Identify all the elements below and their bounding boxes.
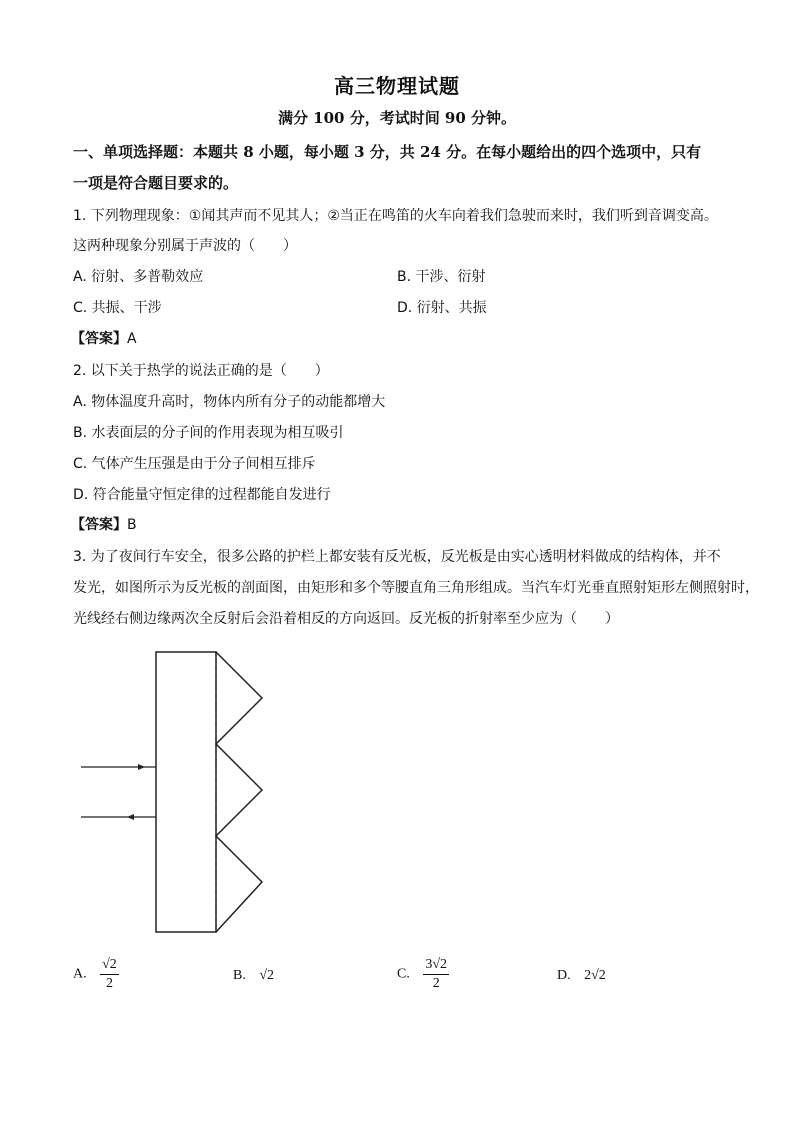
q2-option-b: B. 水表面层的分子间的作用表现为相互吸引 (73, 425, 344, 441)
exam-info: 满分 100 分，考试时间 90 分钟。 (277, 109, 517, 127)
q3-stem-line1: 3. 为了夜间行车安全，很多公路的护栏上都安装有反光板，反光板是由实心透明材料做成的结构体，并不 (73, 549, 721, 565)
q2-option-a: A. 物体温度升高时，物体内所有分子的动能都增大 (73, 394, 386, 410)
q3-stem-line3: 光线经右侧边缘两次全反射后会沿着相反的方向返回。反光板的折射率至少应为（ ） (73, 611, 619, 627)
answer-value: B (127, 517, 137, 533)
option-label: C. (397, 966, 410, 982)
fraction (100, 957, 119, 992)
reflector-rectangle (156, 652, 216, 932)
answer-value: A (127, 331, 137, 347)
q1-answer (71, 328, 137, 348)
fraction (423, 957, 449, 992)
q3-option-b (233, 968, 274, 984)
q2-answer (71, 514, 137, 534)
page-title: 高三物理试题 (334, 74, 460, 98)
q3-option-d (557, 968, 606, 984)
fraction-denominator: 2 (432, 976, 440, 991)
answer-label: 【答案】 (71, 517, 127, 533)
reflector-diagram (78, 647, 278, 937)
fraction-numerator: 3√2 (425, 957, 448, 972)
option-value: √2 (259, 968, 275, 983)
q1-stem-line2: 这两种现象分别属于声波的（ ） (73, 238, 297, 254)
fraction-denominator: 2 (105, 976, 113, 991)
q1-option-c: C. 共振、干涉 (73, 300, 162, 316)
incident-arrow (138, 764, 145, 770)
fraction-bar (423, 974, 449, 975)
section-heading-line2: 一项是符合题目要求的。 (73, 174, 239, 192)
prism-triangles (216, 652, 262, 932)
q1-stem-line1: 1. 下列物理现象：①闻其声而不见其人；②当正在鸣笛的火车向着我们急驶而来时，我们听到音调变高。 (73, 208, 718, 224)
fraction-bar (100, 974, 119, 975)
q2-stem: 2. 以下关于热学的说法正确的是（ ） (73, 363, 329, 379)
q3-option-c (397, 957, 449, 992)
option-label: D. (557, 968, 571, 983)
q1-option-b: B. 干涉、衍射 (397, 269, 486, 285)
option-label: B. (233, 968, 246, 983)
fraction-numerator: √2 (102, 957, 117, 972)
option-label: A. (73, 966, 87, 982)
q3-option-a (73, 957, 119, 992)
q2-option-c: C. 气体产生压强是由于分子间相互排斥 (73, 456, 316, 472)
returning-arrow (127, 814, 134, 820)
q2-option-d: D. 符合能量守恒定律的过程都能自发进行 (73, 487, 331, 503)
q1-option-d: D. 衍射、共振 (397, 300, 487, 316)
q3-stem-line2: 发光，如图所示为反光板的剖面图，由矩形和多个等腰直角三角形组成。当汽车灯光垂直照射矩形左侧照射时， (73, 580, 759, 596)
answer-label: 【答案】 (71, 331, 127, 347)
section-heading-line1: 一、单项选择题：本题共 8 小题，每小题 3 分，共 24 分。在每小题给出的四个选项中，只有 (73, 143, 702, 161)
option-value: 2√2 (584, 968, 606, 983)
q1-option-a: A. 衍射、多普勒效应 (73, 269, 204, 285)
